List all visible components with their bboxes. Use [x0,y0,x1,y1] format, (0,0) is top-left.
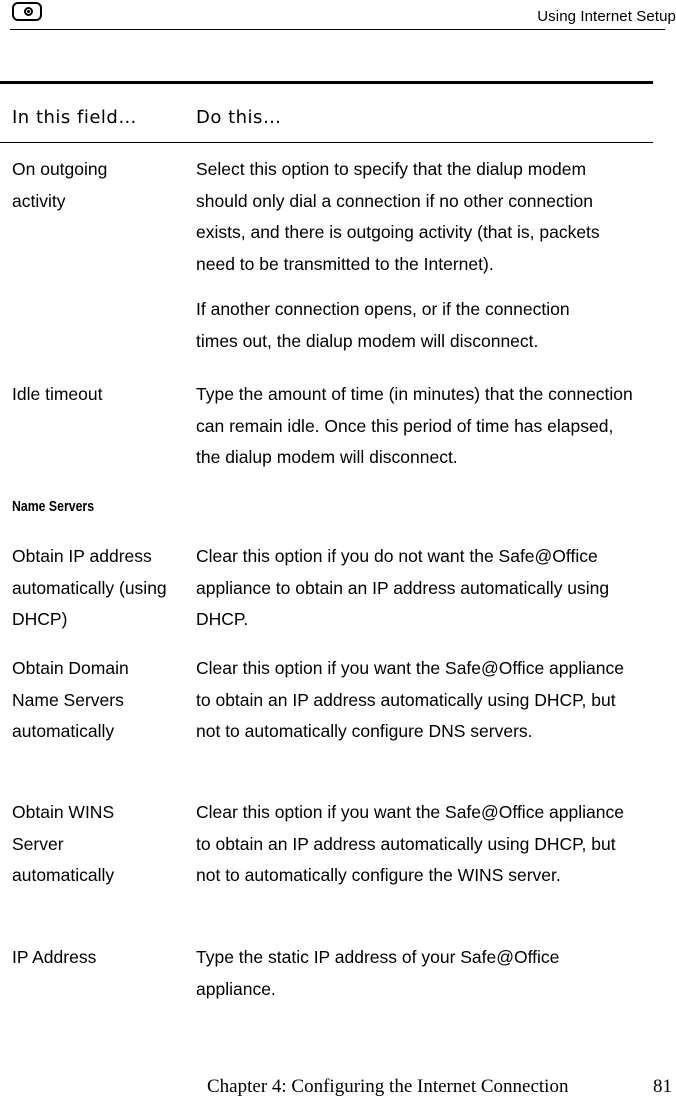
field-ip-address: IP Address [12,947,97,967]
tip-eye-icon [12,2,42,21]
desc-paragraph: If another connection opens, or if the connection times out, the dialup modem will disconnect. [196,299,570,351]
desc-paragraph: Clear this option if you want the Safe@Office appliance to obtain an IP address automatically using DHCP, but not to automatically configure DNS servers. [196,658,624,741]
field-idle-timeout: Idle timeout [12,384,103,404]
footer-chapter-title: Chapter 4: Configuring the Internet Connection [207,1076,569,1097]
running-header-title: Using Internet Setup [537,8,676,25]
table-top-rule [0,81,653,84]
field-obtain-ip-automatically: Obtain IP address automatically (using DHCP) [12,546,167,629]
column-header-action: Do this… [196,107,282,128]
desc-paragraph: Clear this option if you do not want the Safe@Office appliance to obtain an IP address automatically using DHCP. [196,546,610,629]
table-header-rule [0,142,653,143]
column-header-field: In this field… [12,107,137,128]
desc-idle-timeout [196,379,648,488]
desc-paragraph: Type the static IP address of your Safe@Office appliance. [196,947,560,999]
desc-paragraph: Type the amount of time (in minutes) that the connection can remain idle. Once this period of time has elapsed, the dialup modem will disconnect. [196,384,633,467]
field-obtain-dns-automatically: Obtain Domain Name Servers automatically [12,658,129,741]
desc-on-outgoing-activity [196,154,648,371]
desc-obtain-ip-automatically [196,541,648,650]
desc-obtain-dns-automatically [196,653,648,762]
page-number: 81 [653,1076,672,1097]
header-divider [10,29,665,30]
desc-obtain-wins-automatically [196,797,648,906]
section-name-servers: Name Servers [12,498,95,515]
desc-paragraph: Select this option to specify that the dialup modem should only dial a connection if no other connection exists, and there is outgoing activity (that is, packets need to be transmitted to the Internet). [196,159,600,274]
field-obtain-wins-automatically: Obtain WINS Server automatically [12,802,115,885]
desc-ip-address [196,942,648,1019]
field-on-outgoing-activity: On outgoing activity [12,159,108,211]
desc-paragraph: Clear this option if you want the Safe@Office appliance to obtain an IP address automatically using DHCP, but not to automatically configure the WINS server. [196,802,624,885]
